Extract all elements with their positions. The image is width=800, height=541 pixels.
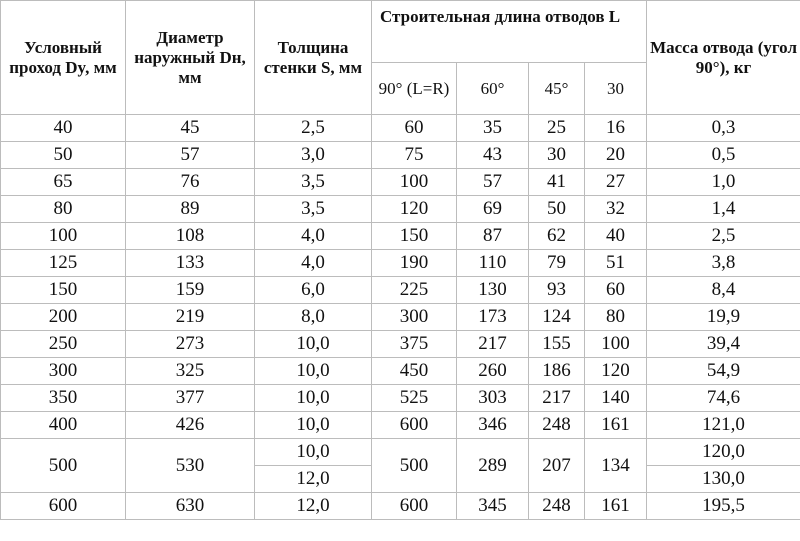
cell-l45: 79	[529, 250, 585, 277]
header-angle-60: 60°	[457, 63, 529, 115]
cell-l60: 35	[457, 115, 529, 142]
table-row	[1, 277, 800, 304]
cell-mass: 54,9	[647, 358, 800, 385]
cell-dy: 600	[1, 493, 126, 520]
cell-s: 6,0	[255, 277, 372, 304]
cell-s: 3,5	[255, 169, 372, 196]
cell-mass: 1,4	[647, 196, 800, 223]
cell-l90: 450	[372, 358, 457, 385]
header-angle-90: 90° (L=R)	[372, 63, 457, 115]
cell-mass: 130,0	[647, 466, 800, 493]
cell-l60: 217	[457, 331, 529, 358]
cell-mass: 121,0	[647, 412, 800, 439]
cell-mass: 120,0	[647, 439, 800, 466]
table-row	[1, 331, 800, 358]
cell-dn: 76	[126, 169, 255, 196]
cell-l90: 100	[372, 169, 457, 196]
header-build-length: Строительная длина отводов L	[372, 1, 647, 63]
cell-dy: 125	[1, 250, 126, 277]
header-angle-45: 45°	[529, 63, 585, 115]
cell-dn: 89	[126, 196, 255, 223]
cell-l30: 60	[585, 277, 647, 304]
table-row	[1, 223, 800, 250]
cell-dy: 40	[1, 115, 126, 142]
cell-l30: 20	[585, 142, 647, 169]
table-row	[1, 493, 800, 520]
cell-s: 10,0	[255, 331, 372, 358]
cell-l30: 161	[585, 412, 647, 439]
cell-s: 10,0	[255, 358, 372, 385]
cell-mass: 195,5	[647, 493, 800, 520]
cell-dy: 350	[1, 385, 126, 412]
table-row	[1, 412, 800, 439]
cell-s: 4,0	[255, 223, 372, 250]
cell-l90: 75	[372, 142, 457, 169]
cell-l60: 130	[457, 277, 529, 304]
cell-l60: 43	[457, 142, 529, 169]
cell-dn: 426	[126, 412, 255, 439]
cell-mass: 0,5	[647, 142, 800, 169]
header-outer-diameter: Диаметр наружный Dн, мм	[126, 1, 255, 115]
cell-dn: 273	[126, 331, 255, 358]
cell-dn: 45	[126, 115, 255, 142]
cell-dy: 400	[1, 412, 126, 439]
cell-dy: 500	[1, 439, 126, 493]
cell-l45: 50	[529, 196, 585, 223]
cell-s: 8,0	[255, 304, 372, 331]
cell-l30: 120	[585, 358, 647, 385]
cell-l90: 190	[372, 250, 457, 277]
cell-l90: 60	[372, 115, 457, 142]
cell-dy: 65	[1, 169, 126, 196]
cell-l90: 375	[372, 331, 457, 358]
cell-s: 3,5	[255, 196, 372, 223]
table-row	[1, 115, 800, 142]
cell-l45: 248	[529, 412, 585, 439]
cell-dy: 150	[1, 277, 126, 304]
cell-dy: 80	[1, 196, 126, 223]
cell-mass: 3,8	[647, 250, 800, 277]
cell-l60: 260	[457, 358, 529, 385]
cell-s: 12,0	[255, 466, 372, 493]
cell-mass: 1,0	[647, 169, 800, 196]
header-wall-thickness: Толщина стенки S, мм	[255, 1, 372, 115]
cell-l30: 16	[585, 115, 647, 142]
cell-s: 12,0	[255, 493, 372, 520]
cell-l60: 69	[457, 196, 529, 223]
cell-l90: 150	[372, 223, 457, 250]
cell-l45: 93	[529, 277, 585, 304]
cell-s: 2,5	[255, 115, 372, 142]
table-row	[1, 250, 800, 277]
cell-l60: 110	[457, 250, 529, 277]
cell-dn: 630	[126, 493, 255, 520]
table-row	[1, 169, 800, 196]
cell-l45: 124	[529, 304, 585, 331]
cell-l90: 120	[372, 196, 457, 223]
cell-dn: 325	[126, 358, 255, 385]
header-mass: Масса отвода (угол 90°), кг	[647, 1, 800, 115]
cell-l90: 525	[372, 385, 457, 412]
cell-mass: 8,4	[647, 277, 800, 304]
cell-l60: 346	[457, 412, 529, 439]
cell-l45: 186	[529, 358, 585, 385]
cell-dn: 133	[126, 250, 255, 277]
cell-s: 10,0	[255, 412, 372, 439]
cell-dn: 219	[126, 304, 255, 331]
cell-l30: 100	[585, 331, 647, 358]
cell-dy: 200	[1, 304, 126, 331]
cell-l60: 289	[457, 439, 529, 493]
table-row	[1, 439, 800, 466]
cell-l45: 62	[529, 223, 585, 250]
cell-mass: 0,3	[647, 115, 800, 142]
table-row	[1, 304, 800, 331]
cell-l90: 225	[372, 277, 457, 304]
cell-dn: 530	[126, 439, 255, 493]
cell-dn: 159	[126, 277, 255, 304]
cell-l60: 87	[457, 223, 529, 250]
cell-l30: 51	[585, 250, 647, 277]
cell-s: 3,0	[255, 142, 372, 169]
cell-mass: 19,9	[647, 304, 800, 331]
cell-l30: 27	[585, 169, 647, 196]
cell-l45: 217	[529, 385, 585, 412]
cell-l90: 500	[372, 439, 457, 493]
cell-dn: 57	[126, 142, 255, 169]
cell-l30: 134	[585, 439, 647, 493]
cell-mass: 2,5	[647, 223, 800, 250]
cell-dy: 100	[1, 223, 126, 250]
cell-l45: 207	[529, 439, 585, 493]
cell-s: 4,0	[255, 250, 372, 277]
cell-l45: 248	[529, 493, 585, 520]
cell-l30: 161	[585, 493, 647, 520]
cell-l30: 32	[585, 196, 647, 223]
cell-l45: 25	[529, 115, 585, 142]
cell-l90: 300	[372, 304, 457, 331]
cell-dn: 108	[126, 223, 255, 250]
cell-dy: 300	[1, 358, 126, 385]
table-row	[1, 196, 800, 223]
cell-l45: 41	[529, 169, 585, 196]
cell-dy: 50	[1, 142, 126, 169]
table-row	[1, 358, 800, 385]
cell-mass: 74,6	[647, 385, 800, 412]
cell-l60: 57	[457, 169, 529, 196]
cell-l30: 40	[585, 223, 647, 250]
header-angle-30: 30	[585, 63, 647, 115]
cell-dn: 377	[126, 385, 255, 412]
cell-l45: 155	[529, 331, 585, 358]
cell-l45: 30	[529, 142, 585, 169]
table-row	[1, 385, 800, 412]
cell-l60: 303	[457, 385, 529, 412]
cell-l90: 600	[372, 493, 457, 520]
cell-dy: 250	[1, 331, 126, 358]
cell-s: 10,0	[255, 439, 372, 466]
table-row	[1, 142, 800, 169]
cell-l30: 80	[585, 304, 647, 331]
cell-l60: 173	[457, 304, 529, 331]
cell-mass: 39,4	[647, 331, 800, 358]
header-nominal-bore: Условный проход Dy, мм	[1, 1, 126, 115]
cell-l30: 140	[585, 385, 647, 412]
cell-l90: 600	[372, 412, 457, 439]
cell-s: 10,0	[255, 385, 372, 412]
cell-l60: 345	[457, 493, 529, 520]
